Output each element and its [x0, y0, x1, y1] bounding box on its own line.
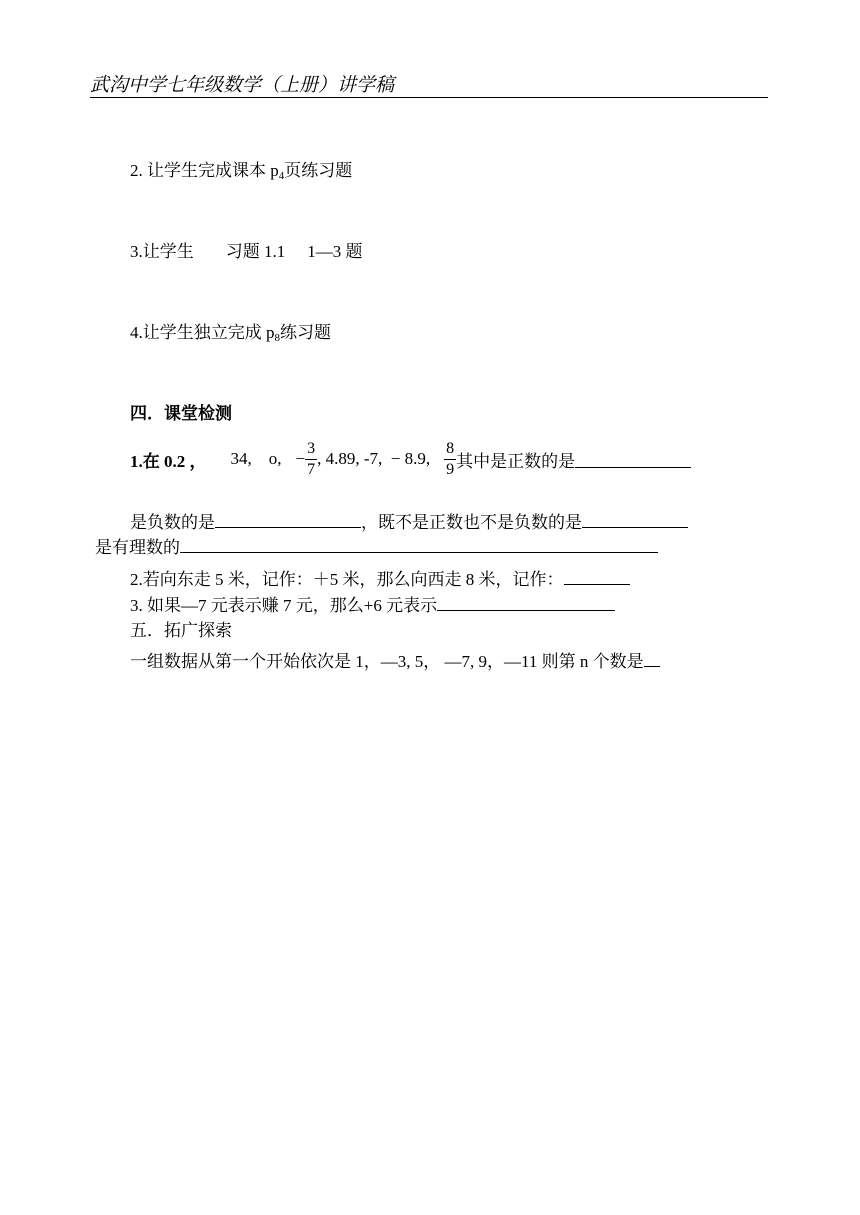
question-1-minus: −	[295, 449, 306, 468]
fraction-3-7	[305, 439, 317, 480]
fraction-2-denominator: 9	[446, 460, 455, 478]
question-1-negative-label: 是负数的是	[130, 513, 215, 532]
item-2	[130, 156, 352, 182]
positive-answer-blank[interactable]	[575, 451, 691, 468]
question-1-line	[130, 438, 691, 480]
question-1-line-2	[130, 508, 688, 533]
item-4	[130, 318, 331, 344]
question-2-text: 2.若向东走 5 米，记作：＋5 米，那么向西走 8 米，记作：	[130, 570, 564, 589]
question-1-numbers-b: , 4.89, -7, − 8.9,	[317, 449, 431, 468]
question-2-answer-blank[interactable]	[564, 568, 630, 585]
fraction-1-denominator: 7	[307, 460, 316, 478]
item-3-c: 1—3 题	[307, 242, 363, 261]
question-2	[130, 565, 630, 590]
fraction-8-9	[444, 439, 456, 480]
item-2-tail: 页练习题	[284, 161, 353, 180]
item-4-tail: 练习题	[280, 323, 331, 342]
neither-answer-blank[interactable]	[582, 511, 688, 528]
fraction-2-numerator: 8	[444, 439, 456, 460]
negative-answer-blank[interactable]	[215, 511, 361, 528]
section-4-title: 四．课堂检测	[130, 404, 232, 423]
question-1-rational-label: 是有理数的	[95, 538, 180, 557]
question-1-label: 1.在 0.2 ，	[130, 451, 207, 471]
fraction-1-numerator: 3	[305, 439, 317, 460]
item-4-text: 4.让学生独立完成 p	[130, 323, 275, 342]
header-divider	[90, 97, 768, 98]
question-1-numbers-a: 34, o,	[230, 449, 282, 468]
section-5-title: 五．拓广探索	[130, 621, 232, 640]
rational-answer-blank[interactable]	[180, 536, 658, 553]
item-4-sub: 8	[274, 332, 280, 344]
question-1-neither-label: ，既不是正数也不是负数的是	[361, 513, 582, 532]
section-5-question	[130, 647, 660, 672]
item-2-text: 2. 让学生完成课本 p	[130, 161, 279, 180]
question-3-answer-blank[interactable]	[437, 594, 615, 611]
question-3-text: 3. 如果—7 元表示赚 7 元，那么+6 元表示	[130, 596, 438, 615]
item-3	[130, 237, 363, 262]
question-1-line-3	[95, 533, 658, 558]
item-3-b: 习题 1.1	[225, 242, 286, 261]
section-5-question-text: 一组数据从第一个开始依次是 1，—3, 5， —7, 9，—11 则第 n 个数是	[130, 652, 644, 671]
question-3	[130, 591, 615, 616]
question-1-positive-label: 其中是正数的是	[456, 451, 576, 471]
item-3-a: 3.让学生	[130, 242, 194, 261]
header-title: 武沟中学七年级数学（上册）讲学稿	[90, 75, 395, 96]
section-5-answer-blank[interactable]	[644, 650, 660, 667]
item-2-sub: 4	[278, 170, 285, 182]
